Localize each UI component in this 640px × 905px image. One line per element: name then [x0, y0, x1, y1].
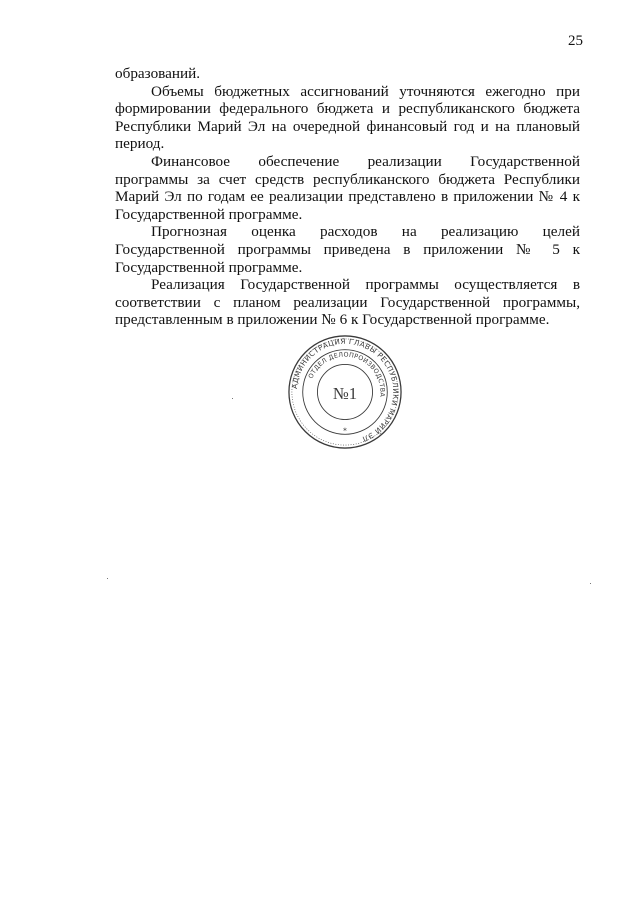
body-text [115, 65, 580, 329]
scan-speck [232, 398, 233, 399]
stamp-star: * [343, 426, 347, 436]
page-number: 25 [568, 33, 583, 49]
paragraph-cost-estimate: Прогнозная оценка расходов на реализацию целей Государственной программы приведена в приложении № 5 к Государственной программе. [115, 223, 580, 276]
stamp-outer-text: АДМИНИСТРАЦИЯ ГЛАВЫ РЕСПУБЛИКИ МАРИЙ ЭЛ [289, 336, 401, 444]
scan-speck [590, 583, 591, 584]
paragraph-implementation: Реализация Государственной программы осуществляется в соответствии с планом реализации Государственной программы, представленным в приложении № 6 к Государственной программе. [115, 276, 580, 329]
paragraph-financial-support: Финансовое обеспечение реализации Государственной программы за счет средств республиканского бюджета Республики Марий Эл по годам ее реализации представлено в приложении № 4 к Государственной программе. [115, 152, 580, 223]
official-stamp [286, 333, 404, 451]
scan-speck [107, 578, 108, 579]
stamp-center-number: №1 [332, 383, 358, 403]
paragraph-budget-allocations: Объемы бюджетных ассигнований уточняются ежегодно при формировании федерального бюджета и республиканского бюджета Республики Марий Эл на очередной финансовый год и на плановый период. [115, 82, 580, 153]
stamp-inner-text: ОТДЕЛ ДЕЛОПРОИЗВОДСТВА [307, 351, 386, 398]
paragraph-continuation: образований. [115, 65, 201, 82]
